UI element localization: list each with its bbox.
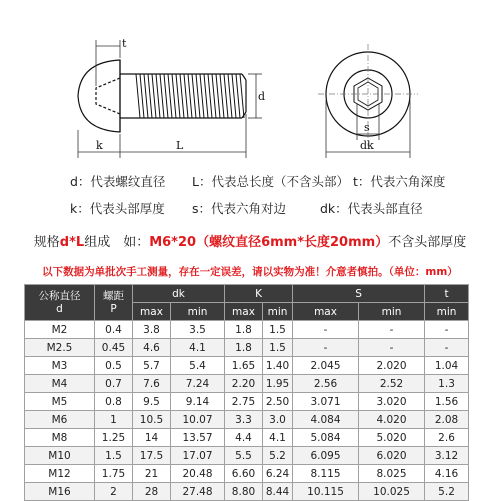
thread-line — [160, 74, 164, 118]
thread-line — [196, 74, 200, 118]
table-cell: 1.04 — [425, 357, 469, 375]
dimension-table — [24, 284, 469, 501]
table-cell: 2.56 — [293, 375, 359, 393]
table-row — [25, 483, 469, 501]
thread-line — [236, 74, 240, 118]
table-cell: 6.60 — [225, 465, 263, 483]
table-cell: 5.2 — [263, 447, 293, 465]
thread-line — [168, 74, 172, 118]
screw-side-view — [78, 60, 246, 132]
table-cell: 3.071 — [293, 393, 359, 411]
screw-technical-drawing — [0, 0, 500, 165]
header-dk: dk — [133, 285, 225, 303]
table-cell: 0.7 — [95, 375, 133, 393]
table-row — [25, 411, 469, 429]
table-cell: 1.5 — [263, 339, 293, 357]
table-cell: - — [425, 321, 469, 339]
table-cell: 3.8 — [133, 321, 171, 339]
table-cell: 3.0 — [263, 411, 293, 429]
table-row — [25, 375, 469, 393]
table-cell: 5.7 — [133, 357, 171, 375]
table-cell: 13.57 — [171, 429, 225, 447]
spec-prefix: 规格 — [33, 235, 60, 250]
header-s-max: max — [293, 303, 359, 321]
table-cell: 10.07 — [171, 411, 225, 429]
table-cell: - — [293, 339, 359, 357]
header-k-min: min — [263, 303, 293, 321]
table-header-row — [25, 285, 469, 303]
table-cell: 0.8 — [95, 393, 133, 411]
measurement-notice: 以下数据为单批次手工测量，存在一定误差，请以实物为准！介意者慎拍。（单位：mm） — [42, 266, 458, 278]
table-cell: 2.75 — [225, 393, 263, 411]
table-cell: 6.095 — [293, 447, 359, 465]
label-dk: dk — [360, 139, 374, 152]
table-row — [25, 357, 469, 375]
thread-line — [184, 74, 188, 118]
table-cell: 4.084 — [293, 411, 359, 429]
legend-L: L：代表总长度（不含头部） — [192, 174, 349, 189]
table-cell: 27.48 — [171, 483, 225, 501]
header-s-min: min — [359, 303, 425, 321]
table-cell: - — [425, 339, 469, 357]
header-size: 公称直径 d — [25, 285, 95, 321]
table-cell: 2.52 — [359, 375, 425, 393]
thread-line — [228, 74, 232, 118]
table-row — [25, 465, 469, 483]
table-cell: 3.020 — [359, 393, 425, 411]
table-cell: M4 — [25, 375, 95, 393]
table-cell: 20.48 — [171, 465, 225, 483]
table-cell: - — [359, 339, 425, 357]
table-cell: M2 — [25, 321, 95, 339]
table-cell: 6.020 — [359, 447, 425, 465]
thread-line — [136, 74, 140, 118]
table-cell: 10.115 — [293, 483, 359, 501]
table-cell: 5.084 — [293, 429, 359, 447]
thread-line — [216, 74, 220, 118]
thread-line — [200, 74, 204, 118]
table-cell: 1.65 — [225, 357, 263, 375]
thread-line — [156, 74, 160, 118]
table-cell: - — [359, 321, 425, 339]
table-cell: 2.20 — [225, 375, 263, 393]
thread-line — [188, 74, 192, 118]
label-L: L — [176, 139, 184, 152]
table-cell: 10.5 — [133, 411, 171, 429]
table-cell: 8.025 — [359, 465, 425, 483]
table-cell: 0.4 — [95, 321, 133, 339]
table-cell: M3 — [25, 357, 95, 375]
table-cell: 21 — [133, 465, 171, 483]
legend-s: s：代表六角对边 — [192, 201, 287, 216]
table-cell: M8 — [25, 429, 95, 447]
table-cell: M16 — [25, 483, 95, 501]
thread-line — [176, 74, 180, 118]
thread-line — [240, 74, 244, 118]
table-cell: 5.4 — [171, 357, 225, 375]
table-cell: M5 — [25, 393, 95, 411]
label-t: t — [122, 37, 127, 50]
table-cell: 17.5 — [133, 447, 171, 465]
table-cell: 8.44 — [263, 483, 293, 501]
legend-t: t：代表六角深度 — [353, 174, 446, 189]
table-cell: 0.5 — [95, 357, 133, 375]
header-t: t — [425, 285, 469, 303]
table-cell: 0.45 — [95, 339, 133, 357]
table-body — [25, 321, 469, 501]
table-cell: 3.12 — [425, 447, 469, 465]
table-cell: 10.025 — [359, 483, 425, 501]
table-cell: 1.95 — [263, 375, 293, 393]
table-cell: 1.5 — [263, 321, 293, 339]
thread-line — [148, 74, 152, 118]
spec-example: M6*20（螺纹直径6mm*长度20mm） — [149, 235, 389, 250]
spec-dl: d*L — [59, 235, 85, 250]
table-cell: M6 — [25, 411, 95, 429]
thread-line — [224, 74, 228, 118]
table-cell: 1.3 — [425, 375, 469, 393]
table-cell: 1.25 — [95, 429, 133, 447]
thread-line — [220, 74, 224, 118]
table-cell: 7.6 — [133, 375, 171, 393]
thread-line — [164, 74, 168, 118]
table-cell: 1.40 — [263, 357, 293, 375]
table-cell: 9.14 — [171, 393, 225, 411]
thread-line — [180, 74, 184, 118]
table-cell: 1 — [95, 411, 133, 429]
table-cell: 4.4 — [225, 429, 263, 447]
table-cell: 3.5 — [171, 321, 225, 339]
header-dk-max: max — [133, 303, 171, 321]
header-dk-min: min — [171, 303, 225, 321]
table-cell: M2.5 — [25, 339, 95, 357]
table-cell: 2.50 — [263, 393, 293, 411]
table-cell: 17.07 — [171, 447, 225, 465]
spec-format-line — [0, 231, 500, 250]
table-cell: 5.2 — [425, 483, 469, 501]
table-cell: 2.6 — [425, 429, 469, 447]
thread-line — [140, 74, 144, 118]
table-cell: 2 — [95, 483, 133, 501]
legend-dk: dk：代表头部直径 — [320, 201, 423, 216]
table-cell: 1.8 — [225, 321, 263, 339]
table-cell: 6.24 — [263, 465, 293, 483]
thread-line — [212, 74, 216, 118]
label-d: d — [258, 90, 266, 103]
legend-d: d：代表螺纹直径 — [70, 174, 166, 189]
header-k-max: max — [225, 303, 263, 321]
table-cell: 2.08 — [425, 411, 469, 429]
table-row — [25, 393, 469, 411]
table-cell: 8.80 — [225, 483, 263, 501]
table-cell: 5.020 — [359, 429, 425, 447]
header-pitch: 螺距 P — [95, 285, 133, 321]
spec-middle: 组成 如： — [84, 235, 150, 250]
table-cell: 5.5 — [225, 447, 263, 465]
table-cell: 14 — [133, 429, 171, 447]
table-cell: 8.115 — [293, 465, 359, 483]
table-cell: 3.3 — [225, 411, 263, 429]
legend-k: k：代表头部厚度 — [70, 201, 165, 216]
table-cell: M10 — [25, 447, 95, 465]
table-row — [25, 321, 469, 339]
table-cell: 1.8 — [225, 339, 263, 357]
table-cell: 1.5 — [95, 447, 133, 465]
thread-line — [192, 74, 196, 118]
thread-line — [172, 74, 176, 118]
table-cell: 4.6 — [133, 339, 171, 357]
table-row — [25, 429, 469, 447]
thread-line — [232, 74, 236, 118]
spec-suffix: 不含头部厚度 — [388, 235, 467, 250]
table-cell: 9.5 — [133, 393, 171, 411]
header-k: K — [225, 285, 293, 303]
table-row — [25, 339, 469, 357]
table-cell: 1.75 — [95, 465, 133, 483]
thread-line — [204, 74, 208, 118]
table-cell: 4.1 — [171, 339, 225, 357]
header-t-min: min — [425, 303, 469, 321]
table-cell: 4.020 — [359, 411, 425, 429]
table-cell: 1.56 — [425, 393, 469, 411]
table-row — [25, 447, 469, 465]
table-cell: 2.045 — [293, 357, 359, 375]
table-cell: 4.16 — [425, 465, 469, 483]
header-s: S — [293, 285, 425, 303]
thread-line — [152, 74, 156, 118]
table-cell: 28 — [133, 483, 171, 501]
table-cell: - — [293, 321, 359, 339]
table-cell: 7.24 — [171, 375, 225, 393]
table-cell: M12 — [25, 465, 95, 483]
table-cell: 2.020 — [359, 357, 425, 375]
thread-line — [208, 74, 212, 118]
thread-line — [144, 74, 148, 118]
table-cell: 4.1 — [263, 429, 293, 447]
label-s: s — [364, 121, 370, 134]
label-k: k — [96, 139, 103, 152]
